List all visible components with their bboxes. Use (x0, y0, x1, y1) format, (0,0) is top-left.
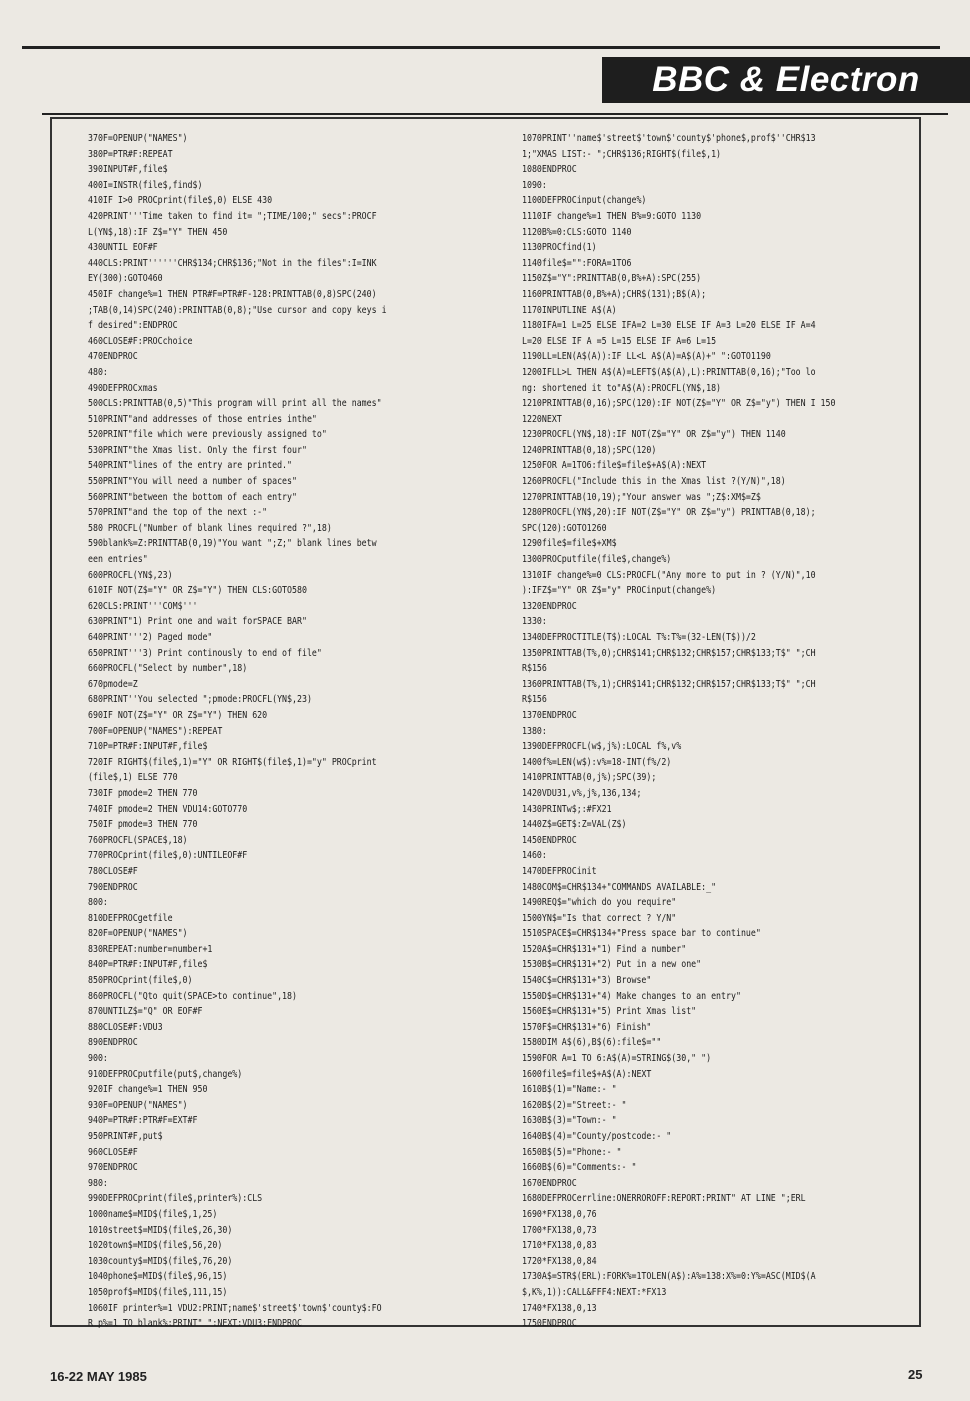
code-line: 1550D$=CHR$131+"4) Make changes to an entry" (522, 990, 741, 1002)
code-line: 1480COM$=CHR$134+"COMMANDS AVAILABLE:_" (522, 881, 717, 893)
code-line: 1390DEFPROCFL(w$,j%):LOCAL f%,v% (522, 741, 682, 753)
code-line: 400I=INSTR(file$,find$) (88, 179, 203, 191)
code-line: 830REPEAT:number=number+1 (88, 943, 213, 955)
code-line: 1280PROCFL(YN$,20):IF NOT(Z$="Y" OR Z$="y") PRINTTAB(0,18); (522, 507, 816, 519)
code-line: f desired":ENDPROC (88, 320, 178, 332)
code-line: 940P=PTR#F:PTR#F=EXT#F (88, 1115, 198, 1127)
code-line: ;TAB(0,14)SPC(240):PRINTTAB(0,8);"Use cursor and copy keys i (88, 304, 387, 316)
code-line: 570PRINT"and the top of the next :-" (88, 507, 268, 519)
code-line: 1470DEFPROCinit (522, 865, 597, 877)
code-line: (file$,1) ELSE 770 (88, 772, 178, 784)
code-line: 1270PRINTTAB(10,19);"Your answer was ";Z$:XM$=Z$ (522, 491, 761, 503)
code-line: 1340DEFPROCTITLE(T$):LOCAL T%:T%=(32-LEN(T$))/2 (522, 632, 756, 643)
code-line: ):IFZ$="Y" OR Z$="y" PROCinput(change%) (522, 585, 717, 597)
code-line: 1330: (522, 616, 547, 628)
code-line: 1310IF change%=0 CLS:PROCFL("Any more to put in ? (Y/N)",10 (522, 569, 816, 581)
code-line: 890ENDPROC (88, 1037, 138, 1049)
program-listing (50, 117, 921, 1330)
code-line: 610IF NOT(Z$="Y" OR Z$="Y") THEN CLS:GOTO580 (88, 585, 307, 597)
code-line: 1120B%=0:CLS:GOTO 1140 (522, 226, 632, 238)
code-line: 480: (88, 366, 108, 378)
code-line: 1570F$=CHR$131+"6) Finish" (522, 1021, 652, 1033)
code-line: L=20 ELSE IF A =5 L=15 ELSE IF A=6 L=15 (522, 335, 717, 347)
code-line: 630PRINT"1) Print one and wait forSPACE BAR" (88, 616, 307, 628)
code-line: EY(300):GOTO460 (88, 273, 163, 285)
code-line: 1710*FX138,0,83 (522, 1240, 597, 1252)
code-line: 1510SPACE$=CHR$134+"Press space bar to continue" (522, 928, 761, 940)
code-line: 1240PRINTTAB(0,18);SPC(120) (522, 444, 657, 456)
code-line: 1700*FX138,0,73 (522, 1224, 597, 1236)
code-line: 800: (88, 897, 108, 909)
code-line: 1250FOR A=1TO6:file$=file$+A$(A):NEXT (522, 460, 707, 472)
code-line: 1050prof$=MID$(file$,111,15) (88, 1286, 228, 1298)
code-line: 1750ENDPROC (522, 1318, 577, 1330)
code-line: 700F=OPENUP("NAMES"):REPEAT (88, 725, 223, 737)
code-line: 410IF I>0 PROCprint(file$,0) ELSE 430 (88, 195, 273, 207)
code-line: 1660B$(6)="Comments:- " (522, 1162, 637, 1174)
code-line: 1200IFLL>L THEN A$(A)=LEFT$(A$(A),L):PRINTTAB(0,16);"Too lo (522, 366, 816, 378)
code-line: 1400f%=LEN(w$):v%=18-INT(f%/2) (522, 756, 672, 768)
code-line: 510PRINT"and addresses of those entries inthe" (88, 413, 317, 425)
code-line: 860PROCFL("Qto quit(SPACE>to continue",18) (88, 990, 297, 1002)
code-line: 580 PROCFL("Number of blank lines required ?",18) (88, 522, 332, 534)
code-line: 1230PROCFL(YN$,18):IF NOT(Z$="Y" OR Z$="y") THEN 1140 (522, 429, 786, 441)
code-line: 1640B$(4)="County/postcode:- " (522, 1131, 672, 1142)
code-line: 980: (88, 1177, 108, 1189)
code-line: 820F=OPENUP("NAMES") (88, 928, 188, 940)
code-line: 1070PRINT''name$'street$'town$'county$'phone$,prof$''CHR$13 (522, 133, 816, 144)
code-line: 680PRINT''You selected ";pmode:PROCFL(YN$,23) (88, 694, 312, 706)
code-line: 550PRINT"You will need a number of spaces" (88, 476, 297, 488)
code-line: 1730A$=STR$(ERL):FORK%=1TOLEN(A$):A%=138:X%=0:Y%=ASC(MID$(A (522, 1271, 816, 1283)
code-line: R p%=1 TO blank%:PRINT" ":NEXT:VDU3:ENDPROC (88, 1318, 302, 1330)
code-line: R$156 (522, 694, 547, 706)
code-line: 640PRINT'''2) Paged mode" (88, 632, 213, 643)
code-line: een entries" (88, 554, 148, 566)
code-line: 750IF pmode=3 THEN 770 (88, 819, 198, 831)
code-line: 1020town$=MID$(file$,56,20) (88, 1240, 223, 1252)
code-line: 670pmode=Z (88, 678, 138, 690)
page-number: 25 (908, 1367, 923, 1382)
code-line: 780CLOSE#F (88, 865, 138, 877)
code-line: 1150Z$="Y":PRINTTAB(0,B%+A):SPC(255) (522, 273, 702, 285)
code-line: 730IF pmode=2 THEN 770 (88, 787, 198, 799)
issue-date: 16-22 MAY 1985 (50, 1369, 147, 1384)
code-line: 1720*FX138,0,84 (522, 1255, 597, 1267)
code-line: 1360PRINTTAB(T%,1);CHR$141;CHR$132;CHR$157;CHR$133;T$" ";CH (522, 678, 816, 690)
code-line: 1620B$(2)="Street:- " (522, 1099, 627, 1111)
code-line: 450IF change%=1 THEN PTR#F=PTR#F-128:PRINTTAB(0,8)SPC(240) (88, 288, 377, 300)
code-line: 1520A$=CHR$131+"1) Find a number" (522, 943, 687, 955)
code-line: 1590FOR A=1 TO 6:A$(A)=STRING$(30," ") (522, 1053, 712, 1065)
code-line: 1500YN$="Is that correct ? Y/N" (522, 912, 677, 924)
code-line: 1670ENDPROC (522, 1177, 577, 1189)
code-line: 1350PRINTTAB(T%,0);CHR$141;CHR$132;CHR$157;CHR$133;T$" ";CH (522, 647, 816, 659)
code-line: 370F=OPENUP("NAMES") (88, 133, 188, 144)
code-line: 1260PROCFL("Include this in the Xmas list ?(Y/N)",18) (522, 476, 786, 488)
code-line: 740IF pmode=2 THEN VDU14:GOTO770 (88, 803, 248, 815)
code-line: 1420VDU31,v%,j%,136,134; (522, 787, 642, 799)
code-line: 430UNTIL EOF#F (88, 242, 158, 254)
code-line: ng: shortened it to"A$(A):PROCFL(YN$,18) (522, 382, 722, 394)
code-line: $,K%,1)):CALL&FFF4:NEXT:*FX13 (522, 1286, 667, 1298)
code-line: SPC(120):GOTO1260 (522, 522, 607, 534)
code-line: 470ENDPROC (88, 351, 138, 363)
code-line: 1580DIM A$(6),B$(6):file$="" (522, 1037, 662, 1049)
code-line: 1740*FX138,0,13 (522, 1302, 597, 1314)
code-line: 540PRINT"lines of the entry are printed." (88, 460, 293, 472)
code-line: 810DEFPROCgetfile (88, 912, 173, 924)
code-line: 1130PROCfind(1) (522, 242, 597, 254)
code-line: 900: (88, 1053, 108, 1065)
code-line: 1410PRINTTAB(0,j%);SPC(39); (522, 772, 657, 784)
code-line: 1440Z$=GET$:Z=VAL(Z$) (522, 819, 627, 831)
code-line: 490DEFPROCxmas (88, 382, 158, 394)
code-line: 1450ENDPROC (522, 834, 577, 846)
code-line: 1610B$(1)="Name:- " (522, 1084, 617, 1096)
code-line: 1160PRINTTAB(0,B%+A);CHR$(131);B$(A); (522, 288, 707, 300)
code-line: 950PRINT#F,put$ (88, 1131, 163, 1142)
code-line: L(YN$,18):IF Z$="Y" THEN 450 (88, 226, 228, 238)
listing-right-column (522, 131, 914, 1332)
code-line: 1;"XMAS LIST:- ";CHR$136;RIGHT$(file$,1) (522, 148, 722, 160)
code-line: 1490REQ$="which do you require" (522, 897, 677, 909)
code-line: 1300PROCputfile(file$,change%) (522, 554, 672, 566)
code-line: 1210PRINTTAB(0,16);SPC(120):IF NOT(Z$="Y" OR Z$="y") THEN I 150 (522, 398, 836, 410)
code-line: 1290file$=file$+XM$ (522, 538, 617, 550)
code-line: 1180IFA=1 L=25 ELSE IFA=2 L=30 ELSE IF A=3 L=20 ELSE IF A=4 (522, 320, 816, 332)
code-line: 1690*FX138,0,76 (522, 1208, 597, 1220)
code-line: 560PRINT"between the bottom of each entry" (88, 491, 297, 503)
code-line: 380P=PTR#F:REPEAT (88, 148, 173, 160)
code-line: 990DEFPROCprint(file$,printer%):CLS (88, 1193, 263, 1205)
code-line: 930F=OPENUP("NAMES") (88, 1099, 188, 1111)
code-line: 1060IF printer%=1 VDU2:PRINT;name$'street$'town$'county$:FO (88, 1302, 382, 1314)
code-line: 1040phone$=MID$(file$,96,15) (88, 1271, 228, 1283)
code-line: 720IF RIGHT$(file$,1)="Y" OR RIGHT$(file$,1)="y" PROCprint (88, 756, 377, 768)
section-header (602, 57, 970, 103)
code-line: 850PROCprint(file$,0) (88, 975, 193, 987)
code-line: 460CLOSE#F:PROCchoice (88, 335, 193, 347)
top-rule (22, 46, 940, 49)
code-line: 1650B$(5)="Phone:- " (522, 1146, 622, 1158)
code-line: 710P=PTR#F:INPUT#F,file$ (88, 741, 208, 753)
header-rule (42, 113, 948, 115)
code-line: 760PROCFL(SPACE$,18) (88, 834, 188, 846)
code-line: 1380: (522, 725, 547, 737)
code-line: 1460: (522, 850, 547, 862)
code-line: 870UNTILZ$="Q" OR EOF#F (88, 1006, 203, 1018)
code-line: 650PRINT'''3) Print continously to end of file" (88, 647, 322, 659)
code-line: 520PRINT"file which were previously assigned to" (88, 429, 327, 441)
code-line: 1170INPUTLINE A$(A) (522, 304, 617, 316)
listing-left-column (88, 131, 493, 1332)
code-line: 1220NEXT (522, 413, 562, 425)
code-line: 1090: (522, 179, 547, 191)
code-line: 790ENDPROC (88, 881, 138, 893)
code-line: 1530B$=CHR$131+"2) Put in a new one" (522, 959, 702, 971)
code-line: 1010street$=MID$(file$,26,30) (88, 1224, 233, 1236)
code-line: 1140file$="":FORA=1TO6 (522, 257, 632, 269)
code-line: 920IF change%=1 THEN 950 (88, 1084, 208, 1096)
code-line: 660PROCFL("Select by number",18) (88, 663, 248, 675)
code-line: 1430PRINTw$;:#FX21 (522, 803, 612, 815)
code-line: 910DEFPROCputfile(put$,change%) (88, 1068, 243, 1080)
code-line: 1190LL=LEN(A$(A)):IF LL<L A$(A)=A$(A)+" ":GOTO1190 (522, 351, 771, 363)
code-line: 840P=PTR#F:INPUT#F,file$ (88, 959, 208, 971)
code-line: 600PROCFL(YN$,23) (88, 569, 173, 581)
section-title: BBC & Electron (652, 60, 920, 99)
code-line: 1540C$=CHR$131+"3) Browse" (522, 975, 652, 987)
code-line: 1000name$=MID$(file$,1,25) (88, 1208, 218, 1220)
code-line: 390INPUT#F,file$ (88, 164, 168, 176)
code-line: R$156 (522, 663, 547, 675)
code-line: 1110IF change%=1 THEN B%=9:GOTO 1130 (522, 210, 702, 222)
code-line: 530PRINT"the Xmas list. Only the first four" (88, 444, 307, 456)
code-line: 1560E$=CHR$131+"5) Print Xmas list" (522, 1006, 697, 1018)
code-line: 880CLOSE#F:VDU3 (88, 1021, 163, 1033)
code-line: 1600file$=file$+A$(A):NEXT (522, 1068, 652, 1080)
code-line: 620CLS:PRINT'''COM$''' (88, 600, 198, 612)
code-line: 970ENDPROC (88, 1162, 138, 1174)
code-line: 1100DEFPROCinput(change%) (522, 195, 647, 207)
code-line: 440CLS:PRINT''''''CHR$134;CHR$136;"Not in the files":I=INK (88, 257, 377, 269)
code-line: 1030county$=MID$(file$,76,20) (88, 1255, 233, 1267)
code-line: 1080ENDPROC (522, 164, 577, 176)
code-line: 1630B$(3)="Town:- " (522, 1115, 617, 1127)
code-line: 770PROCprint(file$,0):UNTILEOF#F (88, 850, 248, 862)
code-line: 1680DEFPROCerrline:ONERROROFF:REPORT:PRINT" AT LINE ";ERL (522, 1193, 806, 1205)
code-line: 500CLS:PRINTTAB(0,5)"This program will print all the names" (88, 398, 382, 410)
code-line: 1370ENDPROC (522, 709, 577, 721)
code-line: 590blank%=Z:PRINTTAB(0,19)"You want ";Z;" blank lines betw (88, 538, 377, 550)
code-line: 1320ENDPROC (522, 600, 577, 612)
code-line: 960CLOSE#F (88, 1146, 138, 1158)
code-line: 420PRINT'''Time taken to find it= ";TIME/100;" secs":PROCF (88, 210, 377, 222)
code-line: 690IF NOT(Z$="Y" OR Z$="Y") THEN 620 (88, 709, 268, 721)
